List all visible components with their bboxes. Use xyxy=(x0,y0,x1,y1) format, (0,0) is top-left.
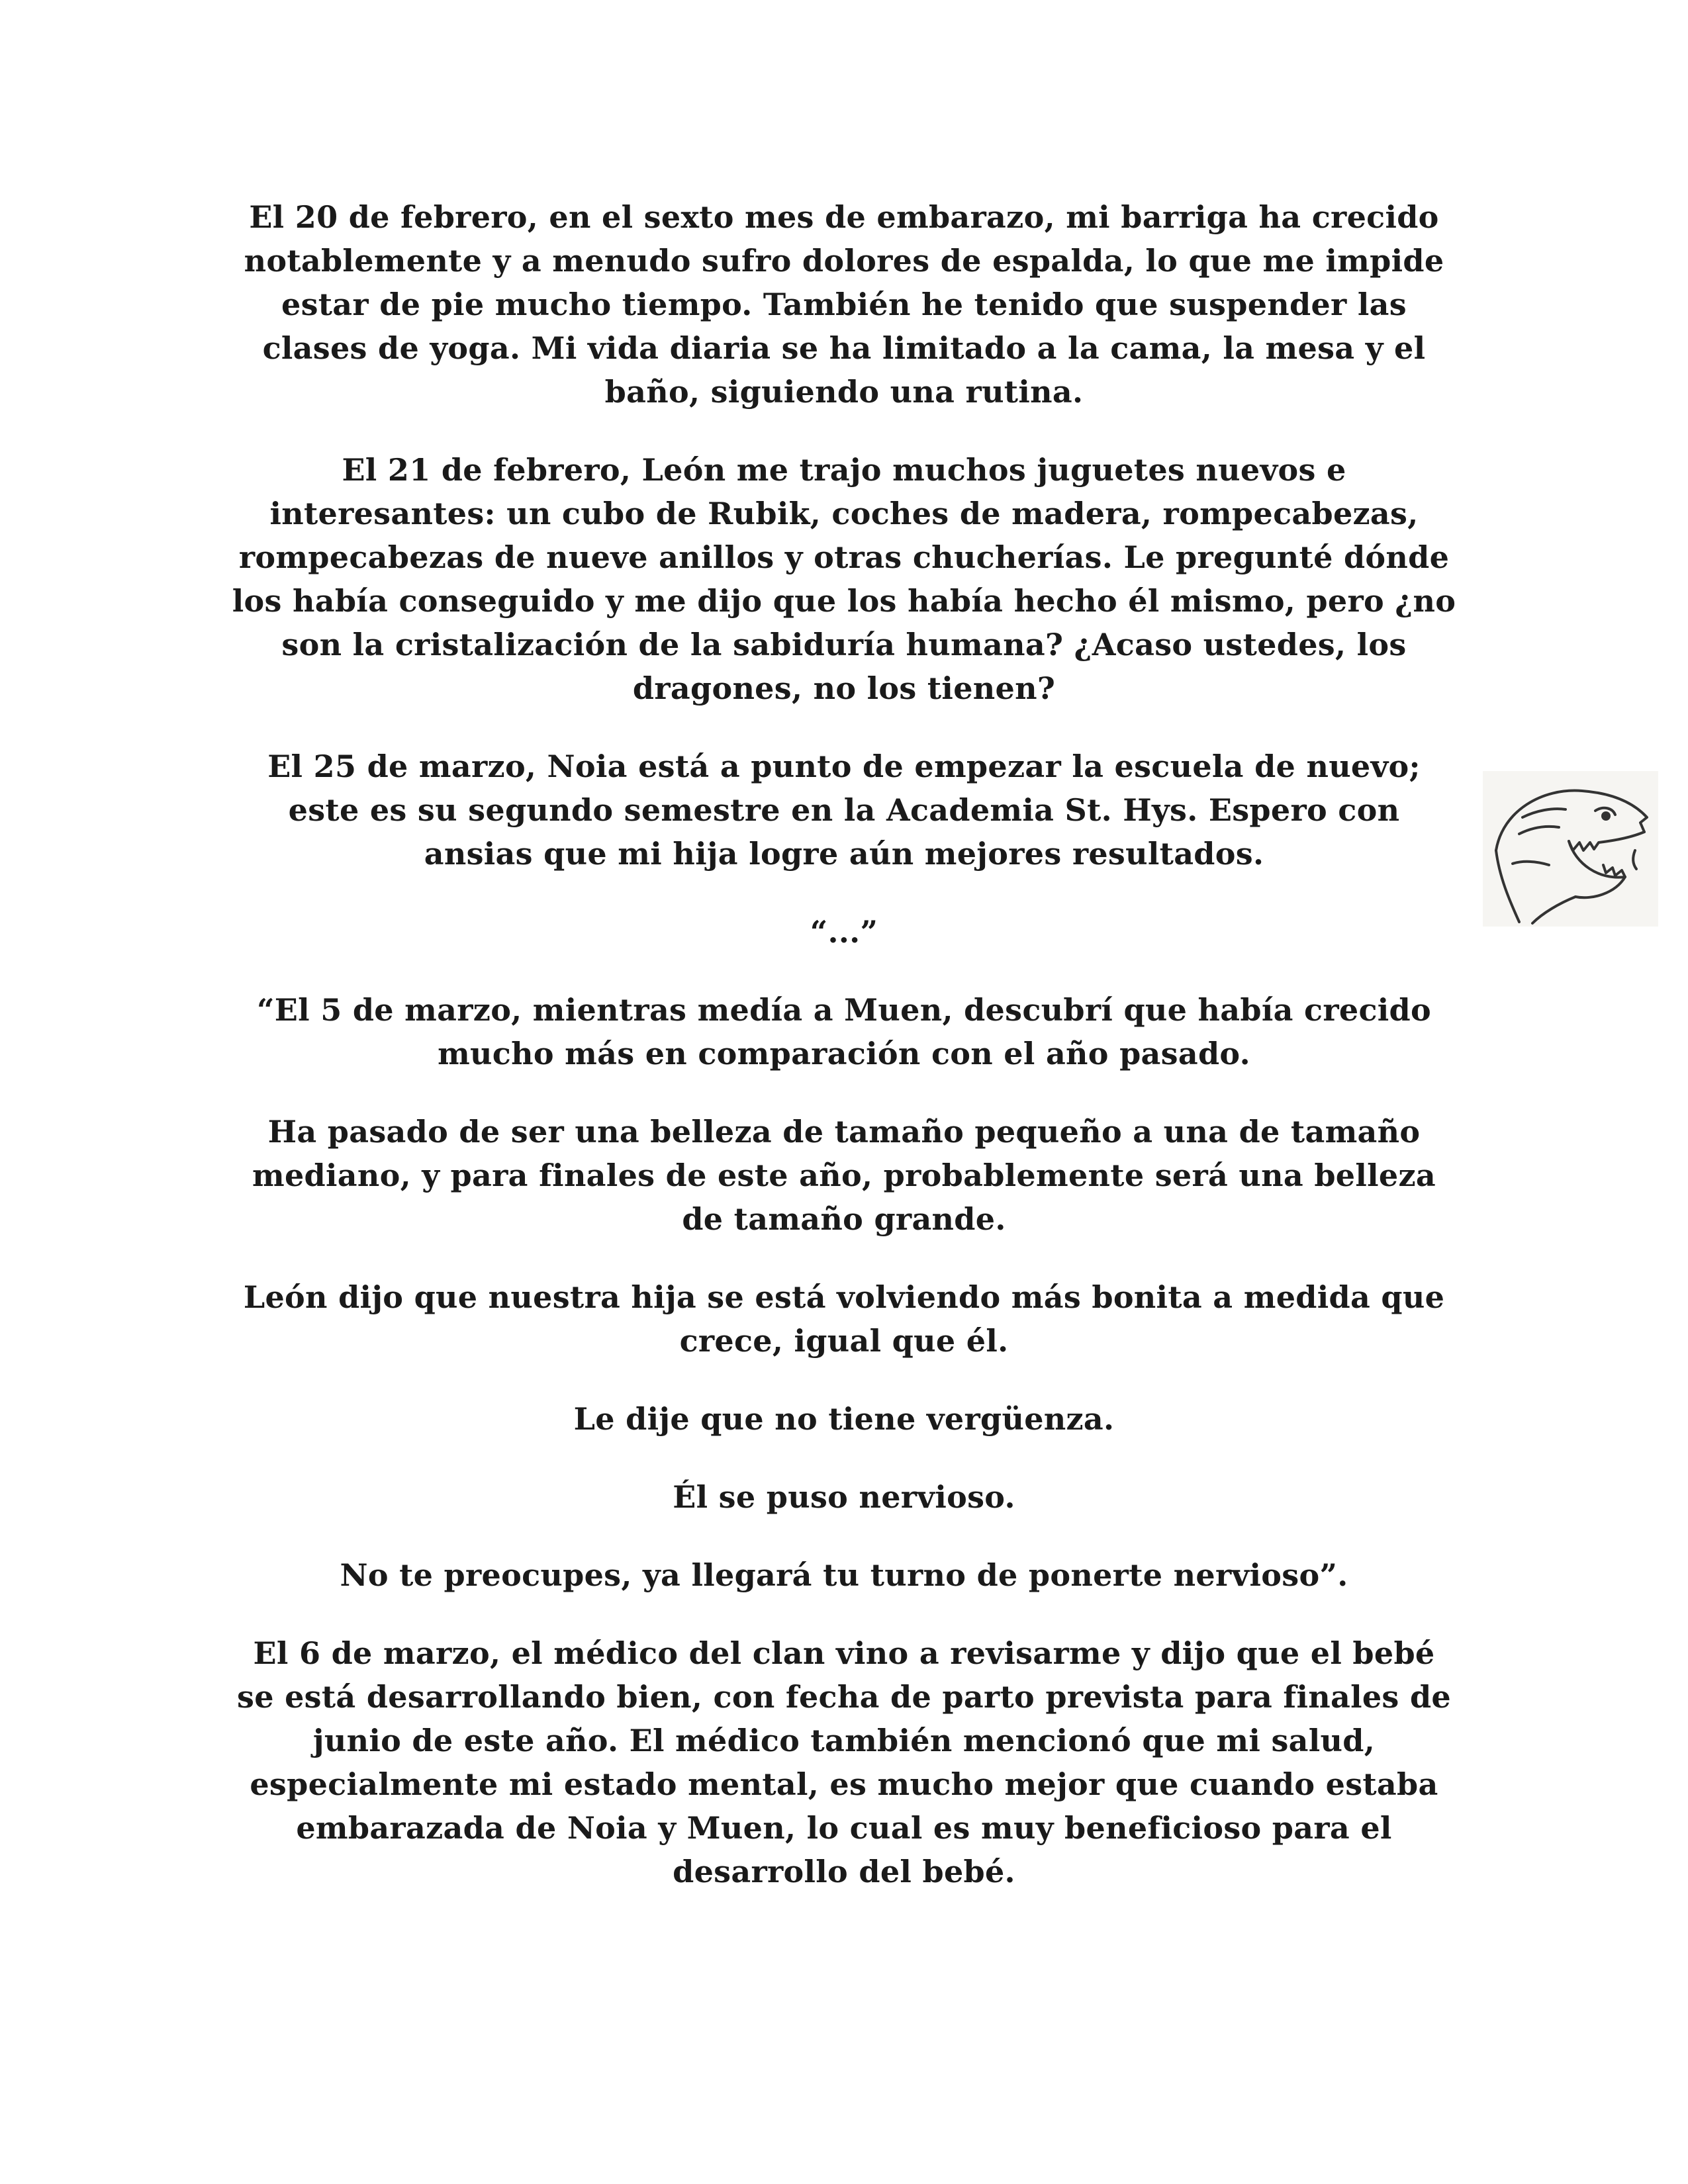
paragraph-belleza: Ha pasado de ser una belleza de tamaño pequeño a una de tamaño mediano, y para finales de este año, probablemente será una belleza de tamaño grande. xyxy=(252,1114,1436,1237)
paragraph-turno: No te preocupes, ya llegará tu turno de ponerte nervioso”. xyxy=(340,1557,1348,1593)
paragraph-nervioso: Él se puso nervioso. xyxy=(673,1479,1015,1515)
paragraph-mar-6: El 6 de marzo, el médico del clan vino a revisarme y dijo que el bebé se está desarrollando bien, con fecha de parto prevista para finales de junio de este año. El médico también mencionó que mi salud, especialmente mi estado mental, es mucho mejor que cuando estaba embarazada de Noia y Muen, lo cual es muy beneficioso para el desarrollo del bebé. xyxy=(237,1635,1451,1889)
paragraph-leon-dijo: León dijo que nuestra hija se está volviendo más bonita a medida que crece, igual que él. xyxy=(243,1279,1445,1359)
dinosaur-head-sketch-icon xyxy=(1483,771,1658,927)
paragraph-feb-21: El 21 de febrero, León me trajo muchos juguetes nuevos e interesantes: un cubo de Rubik, coches de madera, rompecabezas, rompecabezas de nueve anillos y otras chucherías. Le pregunté dónde los había conseguido y me dijo que los había hecho él mismo, pero ¿no son la cristalización de la sabiduría humana? ¿Acaso ustedes, los dragones, no los tienen? xyxy=(232,452,1456,706)
document-body xyxy=(232,195,1456,1928)
paragraph-verguenza: Le dije que no tiene vergüenza. xyxy=(573,1401,1115,1437)
paragraph-mar-5: “El 5 de marzo, mientras medía a Muen, descubrí que había crecido mucho más en comparación con el año pasado. xyxy=(256,992,1431,1071)
paragraph-mar-25: El 25 de marzo, Noia está a punto de empezar la escuela de nuevo; este es su segundo semestre en la Academia St. Hys. Espero con ansias que mi hija logre aún mejores resultados. xyxy=(267,749,1421,872)
paragraph-feb-20: El 20 de febrero, en el sexto mes de embarazo, mi barriga ha crecido notablemente y a menudo sufro dolores de espalda, lo que me impide estar de pie mucho tiempo. También he tenido que suspender las clases de yoga. Mi vida diaria se ha limitado a la cama, la mesa y el baño, siguiendo una rutina. xyxy=(244,199,1444,410)
paragraph-ellipsis: “...” xyxy=(810,914,878,950)
